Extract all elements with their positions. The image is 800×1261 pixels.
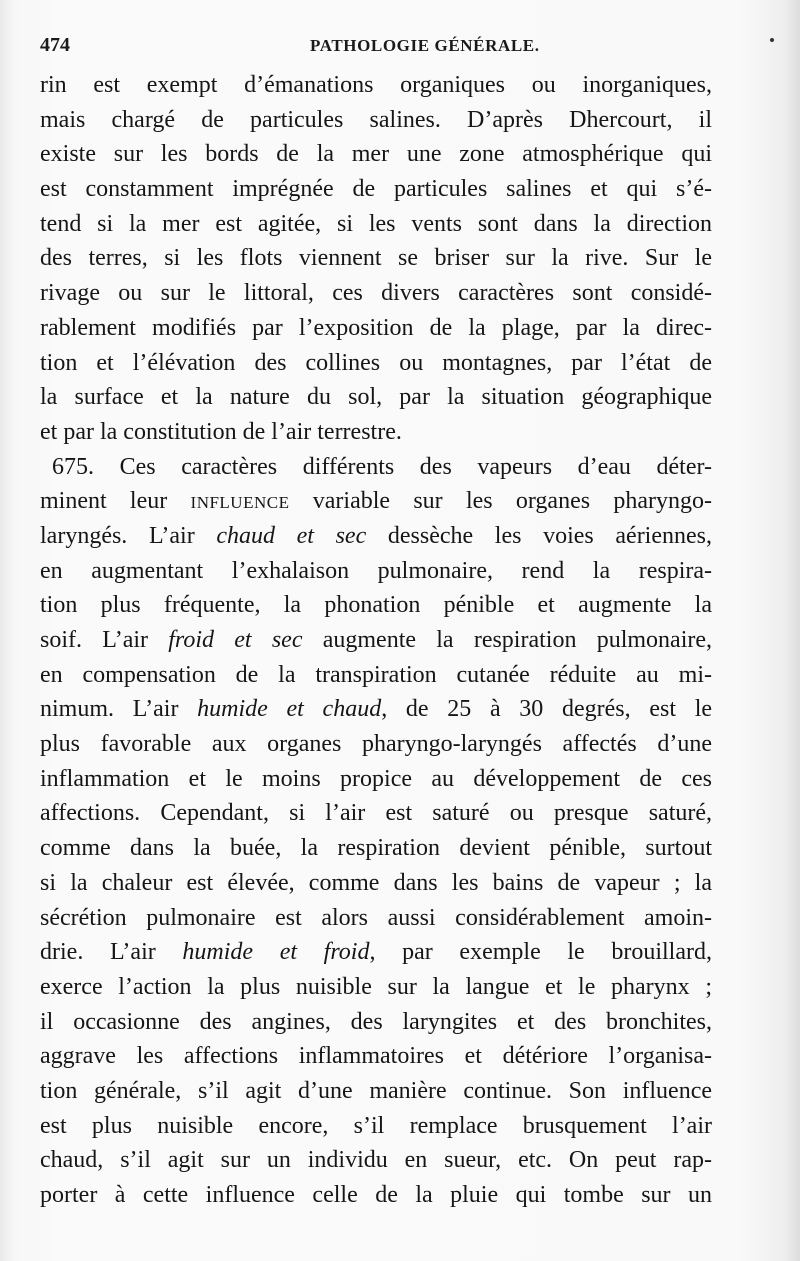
text-line: tion et l’élévation des collines ou montagnes, par l’état de [40,349,712,376]
text-line: laryngés. L’air chaud et sec dessèche les voies aériennes, [40,522,712,549]
page-header [40,34,730,60]
ink-speck [770,38,774,42]
text-line: drie. L’air humide et froid, par exemple le brouillard, [40,939,712,966]
running-head: PATHOLOGIE GÉNÉRALE. [310,36,540,55]
text-line: rablement modifiés par l’exposition de la plage, par la direc- [40,314,712,341]
text-line: mais chargé de particules salines. D’après Dhercourt, il [40,106,712,133]
text-line: comme dans la buée, la respiration devient pénible, surtout [40,835,712,862]
text-line: plus favorable aux organes pharyngo-laryngés affectés d’une [40,731,712,758]
text-line: sécrétion pulmonaire est alors aussi considérablement amoin- [40,904,712,931]
page-number: 474 [40,34,70,56]
paragraph-end-line: et par la constitution de l’air terrestre. [40,418,402,445]
text-line: nimum. L’air humide et chaud, de 25 à 30 degrés, est le [40,696,712,723]
italic-term: froid et sec [168,627,303,653]
italic-term: humide et froid [182,939,370,966]
text-line: chaud, s’il agit sur un individu en sueur, etc. On peut rap- [40,1147,712,1174]
italic-term: chaud et sec [216,522,367,549]
text-line: affections. Cependant, si l’air est saturé ou presque saturé, [40,800,712,827]
paragraph-675-start: 675. Ces caractères différents des vapeurs d’eau déter- [52,453,712,480]
text-line: porter à cette influence celle de la pluie qui tombe sur un [40,1182,712,1208]
text-line: est constamment imprégnée de particules salines et qui s’é- [40,176,712,203]
text-line: en augmentant l’exhalaison pulmonaire, rend la respira- [40,557,712,584]
italic-term: humide et chaud [197,696,382,723]
text-line: inflammation et le moins propice au développement de ces [40,765,712,792]
body-text [40,68,712,1213]
text-line: tion plus fréquente, la phonation pénible et augmente la [40,592,712,619]
text-line: rivage ou sur le littoral, ces divers caractères sont considé- [40,280,712,307]
text-line: aggrave les affections inflammatoires et détériore l’organisa- [40,1043,712,1070]
text-line: tion générale, s’il agit d’une manière continue. Son influence [40,1077,712,1104]
text-line: minent leur influence variable sur les organes pharyngo- [40,488,712,515]
text-line: est plus nuisible encore, s’il remplace brusquement l’air [40,1112,712,1139]
text-line: en compensation de la transpiration cutanée réduite au mi- [40,661,712,688]
text-line: existe sur les bords de la mer une zone atmosphérique qui [40,141,712,168]
text-line: exerce l’action la plus nuisible sur la langue et le pharynx ; [40,973,712,1000]
text-line: des terres, si les flots viennent se briser sur la rive. Sur le [40,245,712,272]
text-line: rin est exempt d’émanations organiques ou inorganiques, [40,72,712,98]
text-line: si la chaleur est élevée, comme dans les bains de vapeur ; la [40,869,712,896]
text-line: il occasionne des angines, des laryngites et des bronchites, [40,1008,712,1035]
text-line: tend si la mer est agitée, si les vents sont dans la direction [40,210,712,237]
influence-small-caps: influence [190,488,290,515]
text-line: soif. L’air froid et sec augmente la respiration pulmonaire, [40,627,712,653]
text-line: la surface et la nature du sol, par la situation géographique [40,384,712,411]
